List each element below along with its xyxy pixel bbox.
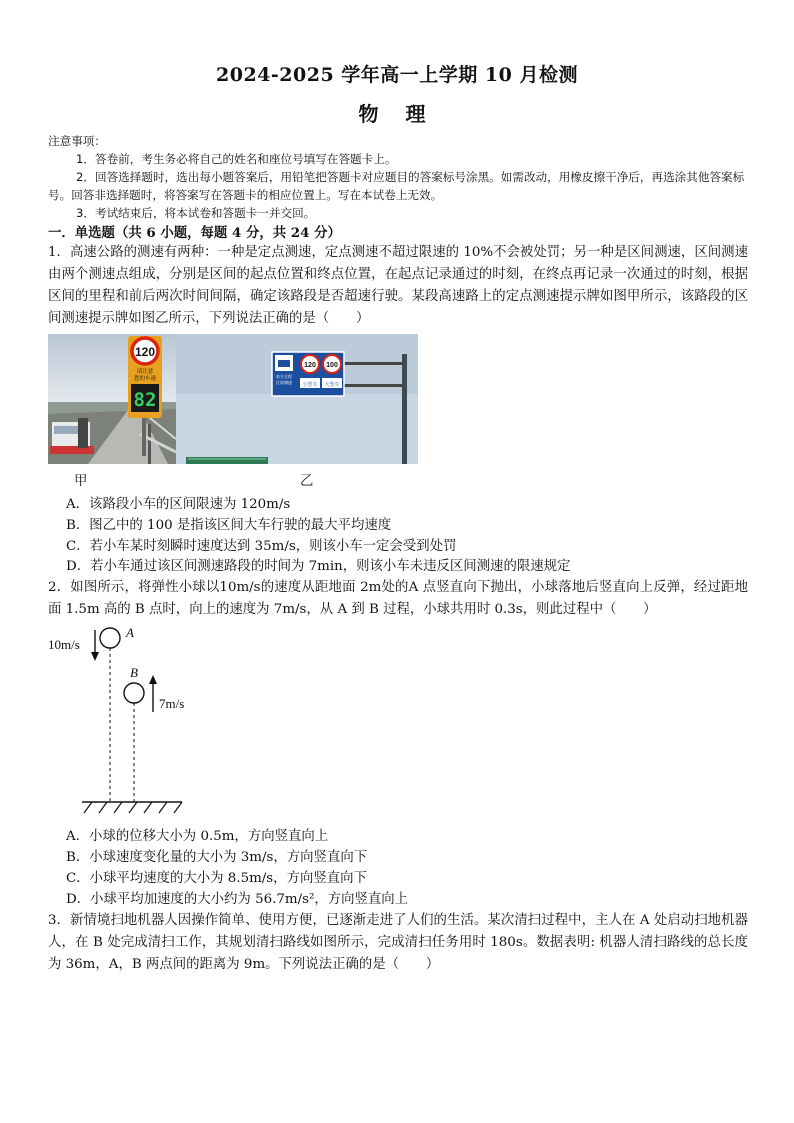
note-item-2: 2．回答选择题时，选出每小题答案后，用铅笔把答题卡对应题目的答案标号涂黑。如需改动，用橡皮擦干净后，再选涂其他答案标号。回答非选择题时，将答案写在答题卡的相应位置上。写在本试卷上无效。	[48, 170, 745, 202]
subject-title: 物 理	[358, 102, 436, 126]
rebound-velocity-label: 7m/s	[159, 696, 185, 711]
small-car-label: 小型车	[302, 382, 318, 388]
section-heading: 一．单选题（共 6 小题，每题 4 分，共 24 分）	[48, 225, 341, 241]
ball-a	[100, 628, 120, 648]
note-item-1: 1．答卷前，考生务必将自己的姓名和座位号填写在答题卡上。	[76, 152, 397, 166]
q2-option-c: C．小球平均速度的大小为 8.5m/s，方向竖直向下	[66, 871, 367, 886]
large-car-limit: 100	[326, 362, 338, 369]
question-1-text: 1．高速公路的测速有两种：一种是定点测速，定点测速不超过限速的 10%不会被处罚；另一种是区间测速，区间测速由两个测速点组成，分别是区间的起点位置和终点位置，在起点记录通过的时刻，在终点再记录一次通过的时刻，根据区间的里程和前后两次时间间隔，确定该路段是否超速行驶。某段高速路上的定点测速提示牌如图甲所示，该路段的区间测速提示牌如图乙所示，下列说法正确的是（ ）	[48, 245, 748, 326]
ball-b	[124, 683, 144, 703]
speed-limit-number: 120	[134, 345, 156, 359]
figure-caption-jia: 甲	[74, 474, 88, 489]
large-car-label: 大型车	[324, 382, 340, 388]
question-2-stem	[48, 577, 748, 621]
speed-display-readout: 82	[133, 389, 157, 411]
figure-caption-yi: 乙	[300, 474, 314, 489]
speed-camera-photo	[48, 334, 176, 464]
q1-option-d: D．若小车通过该区间测速路段的时间为 7min，则该小车未违反区间测速的限速规定	[66, 559, 571, 574]
question-1-stem	[48, 242, 748, 330]
question-2-text: 2．如图所示，将弹性小球以10m/s的速度从距地面 2m处的A 点竖直向下抛出，小球落地后竖直向上反弹，经过距地面 1.5m 高的 B 点时，向上的速度为 7m/s，从 A 到 B 过程，小球共用时 0.3s，则此过程中（ ）	[48, 580, 748, 617]
point-b-label: B	[130, 665, 138, 680]
interval-sign-photo	[176, 334, 418, 464]
page-title: 2024-2025 学年高一上学期 10 月检测	[216, 64, 578, 86]
sign-notice-text: 请注意	[136, 369, 154, 375]
q2-option-d: D．小球平均加速度的大小约为 56.7m/s²，方向竖直向上	[66, 892, 409, 907]
q1-option-a: A．该路段小车的区间限速为 120m/s	[66, 497, 291, 512]
q2-option-b: B．小球速度变化量的大小为 3m/s，方向竖直向下	[66, 850, 368, 865]
q2-option-a: A．小球的位移大小为 0.5m，方向竖直向上	[66, 829, 329, 844]
ball-bounce-diagram	[44, 622, 194, 820]
q1-option-b: B．图乙中的 100 是指该区间大车行驶的最大平均速度	[66, 518, 392, 533]
point-a-label: A	[126, 625, 134, 640]
small-car-limit: 120	[304, 362, 316, 369]
sign-left-text-1: 前方全程	[276, 374, 292, 379]
ground-hatching	[84, 802, 182, 813]
notes-block	[48, 132, 753, 222]
initial-velocity-label: 10m/s	[48, 637, 80, 652]
sign-left-text-2: 区间测速	[276, 380, 292, 385]
question-3-stem	[48, 910, 748, 976]
note-item-3: 3．考试结束后，将本试卷和答题卡一并交回。	[76, 206, 316, 220]
sign-speed-text: 您的车速	[133, 376, 157, 382]
q1-option-c: C．若小车某时刻瞬时速度达到 35m/s，则该小车一定会受到处罚	[66, 539, 457, 554]
question-3-text: 3．新情境扫地机器人因操作简单、使用方便，已逐渐走进了人们的生活。某次清扫过程中，主人在 A 处启动扫地机器人，在 B 处完成清扫工作，其规划清扫路线如图所示，完成清扫任务用时 180s。数据表明: 机器人清扫路线的总长度为 36m，A，B 两点间的距离为 9m。下列说法正确的是（ ）	[48, 913, 748, 972]
notes-heading: 注意事项：	[48, 134, 106, 148]
